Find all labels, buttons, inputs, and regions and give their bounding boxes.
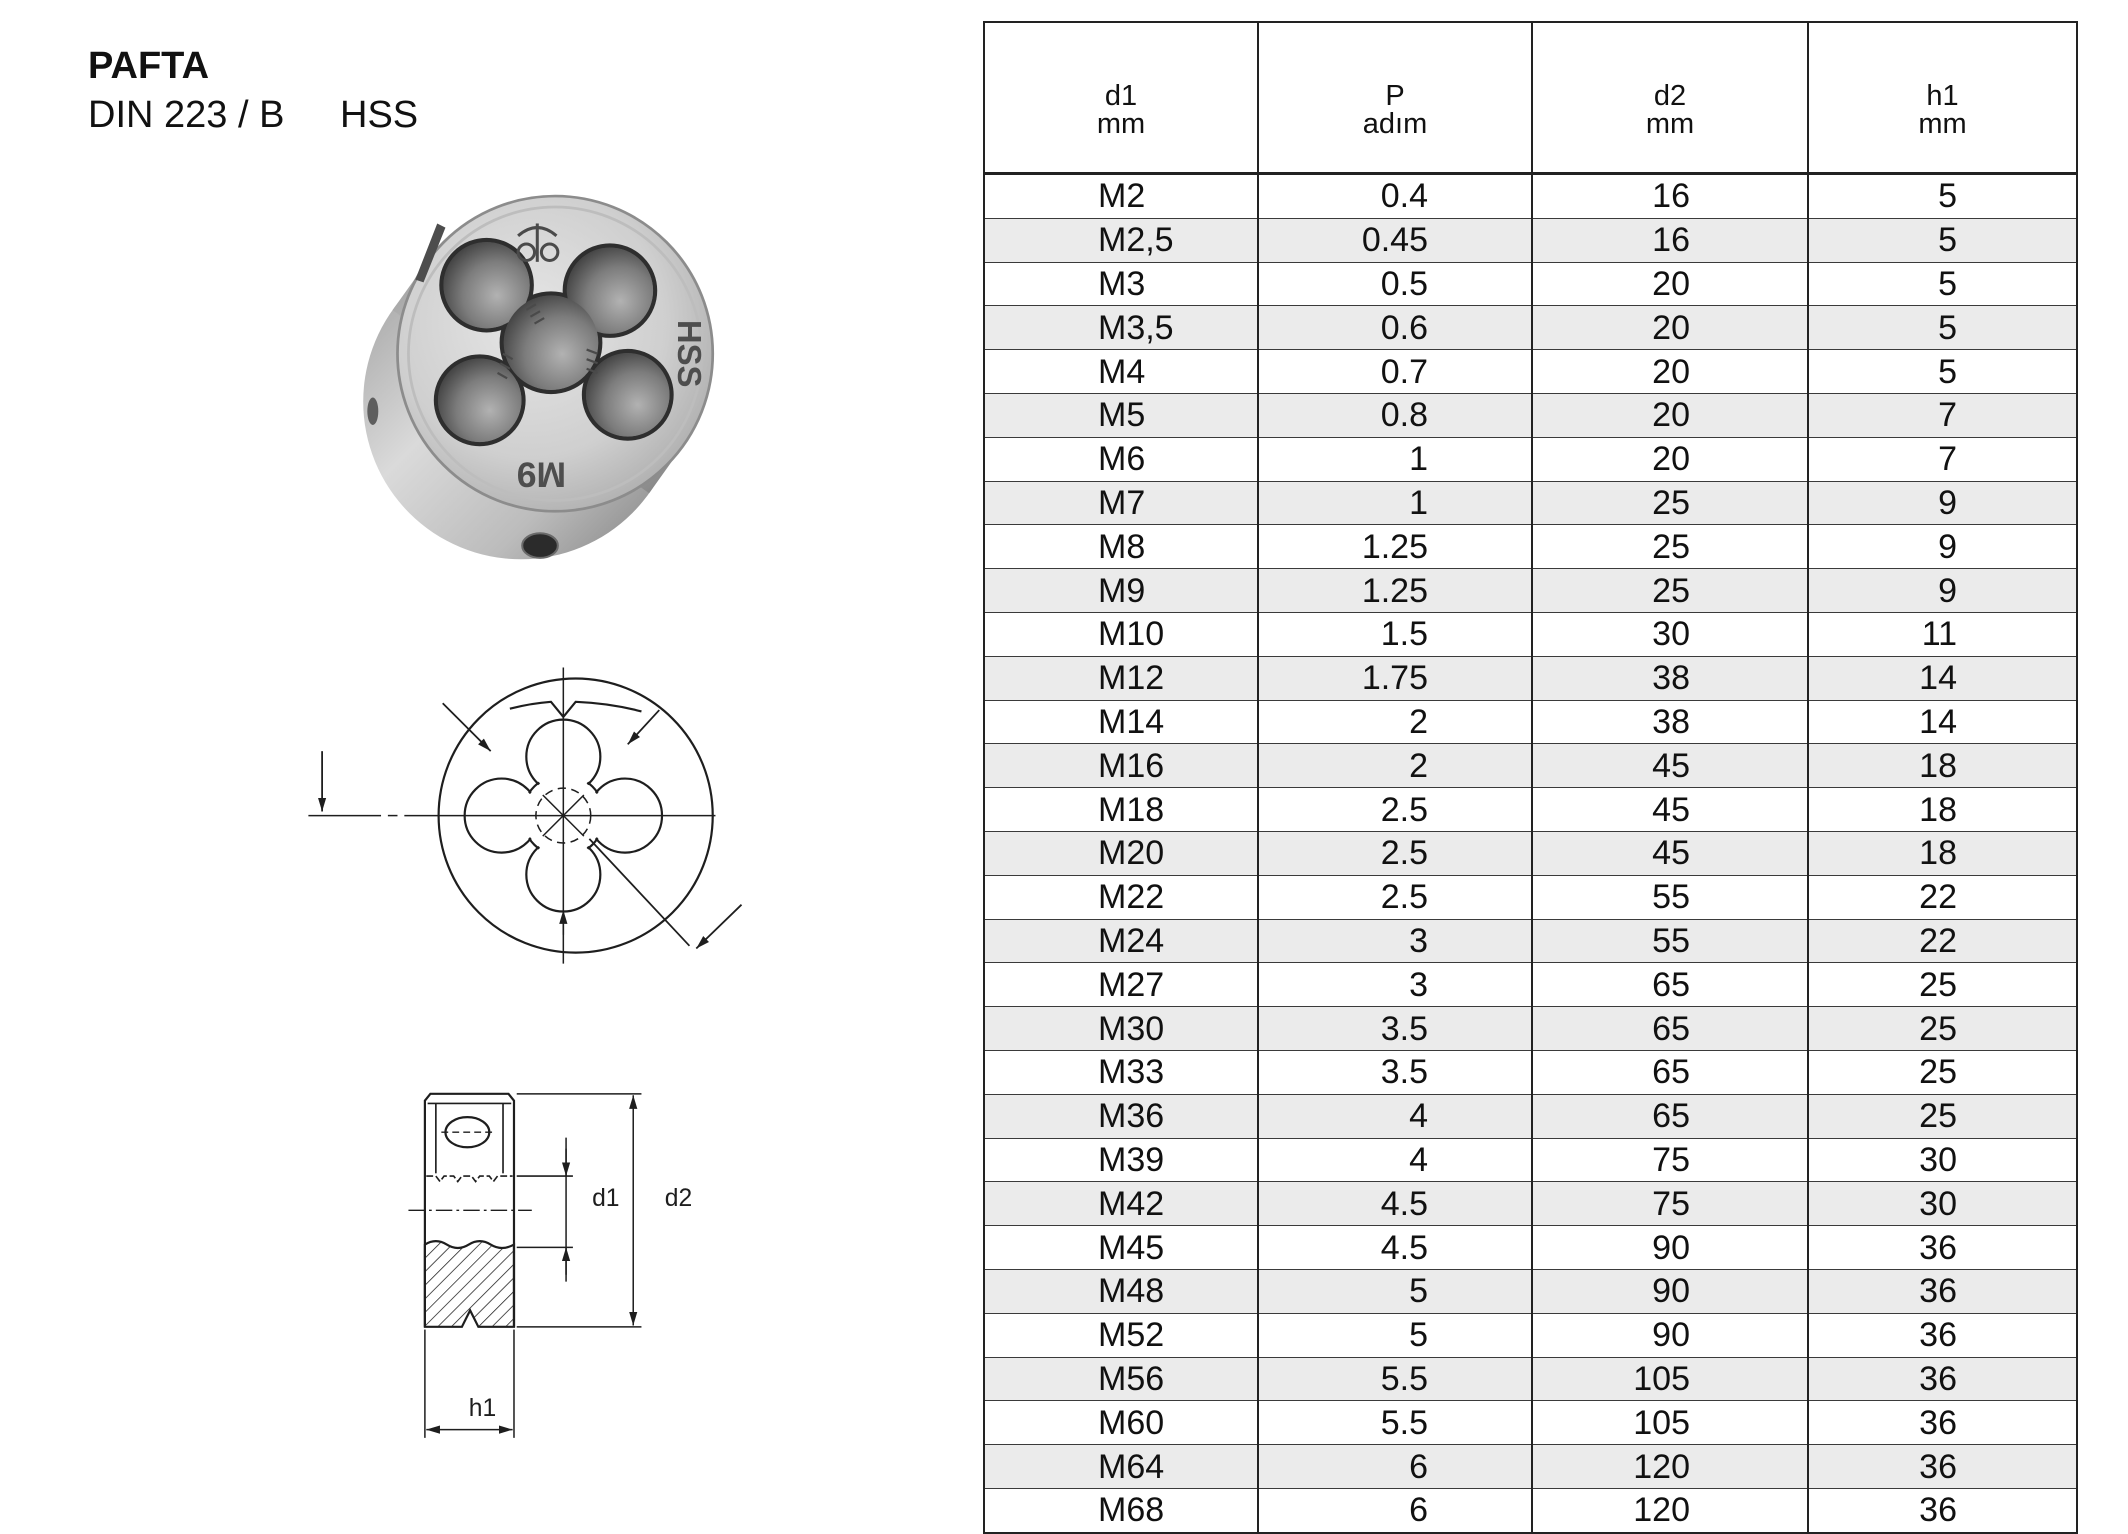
cell-d2: 30	[1532, 612, 1808, 656]
slot-notch	[510, 702, 642, 717]
table-row	[984, 700, 2077, 744]
cell-d1: M36	[984, 1094, 1258, 1138]
table-row	[984, 525, 2077, 569]
table-row	[984, 1357, 2077, 1401]
cell-p: 4.5	[1258, 1182, 1532, 1226]
cell-p: 1	[1258, 481, 1532, 525]
cell-h1: 30	[1808, 1138, 2077, 1182]
table-row	[984, 1313, 2077, 1357]
cell-d1: M9	[984, 569, 1258, 613]
table-row	[984, 1182, 2077, 1226]
table-row	[984, 1226, 2077, 1270]
stamp-material: HSS	[670, 319, 708, 388]
cell-d2: 90	[1532, 1313, 1808, 1357]
table-row	[984, 306, 2077, 350]
spec-table	[983, 21, 2078, 1534]
side-screw-hole	[367, 398, 378, 425]
cell-d2: 120	[1532, 1488, 1808, 1532]
cell-d2: 38	[1532, 656, 1808, 700]
spec-table-header	[984, 22, 2077, 174]
cell-p: 0.7	[1258, 350, 1532, 394]
table-row	[984, 656, 2077, 700]
thread-line	[426, 1176, 512, 1181]
cell-h1: 22	[1808, 919, 2077, 963]
cell-d1: M56	[984, 1357, 1258, 1401]
cell-p: 0.45	[1258, 218, 1532, 262]
cell-d1: M24	[984, 919, 1258, 963]
cell-d1: M30	[984, 1007, 1258, 1051]
column-unit: mm	[1096, 107, 1146, 140]
cell-p: 1	[1258, 437, 1532, 481]
cell-d1: M52	[984, 1313, 1258, 1357]
cell-d2: 20	[1532, 306, 1808, 350]
cell-h1: 36	[1808, 1269, 2077, 1313]
cell-p: 2	[1258, 700, 1532, 744]
cell-d1: M3,5	[984, 306, 1258, 350]
table-row	[984, 831, 2077, 875]
cell-d2: 75	[1532, 1138, 1808, 1182]
column-unit: adım	[1362, 107, 1428, 140]
table-row	[984, 788, 2077, 832]
cell-p: 0.5	[1258, 262, 1532, 306]
cell-d2: 65	[1532, 963, 1808, 1007]
cell-d2: 90	[1532, 1226, 1808, 1270]
dimension-arrow	[628, 710, 660, 744]
table-row	[984, 1488, 2077, 1532]
cell-p: 5	[1258, 1313, 1532, 1357]
cell-d2: 20	[1532, 350, 1808, 394]
die-photo	[363, 196, 713, 559]
cell-d2: 20	[1532, 437, 1808, 481]
header-row	[984, 22, 2077, 174]
column-header-d2	[1532, 22, 1808, 174]
cell-h1: 9	[1808, 481, 2077, 525]
cell-d1: M8	[984, 525, 1258, 569]
cell-d1: M3	[984, 262, 1258, 306]
cell-d2: 120	[1532, 1445, 1808, 1489]
cell-p: 6	[1258, 1488, 1532, 1532]
front-view-drawing	[308, 668, 741, 964]
cell-d1: M12	[984, 656, 1258, 700]
cell-h1: 7	[1808, 437, 2077, 481]
cell-d2: 105	[1532, 1401, 1808, 1445]
section-hatched-part	[425, 1241, 514, 1327]
cell-p: 5.5	[1258, 1357, 1532, 1401]
cell-d1: M6	[984, 437, 1258, 481]
cell-p: 4.5	[1258, 1226, 1532, 1270]
column-unit: mm	[1645, 107, 1695, 140]
cell-d1: M10	[984, 612, 1258, 656]
product-material: HSS	[340, 94, 419, 136]
cell-d1: M5	[984, 393, 1258, 437]
table-row	[984, 1094, 2077, 1138]
cell-p: 5.5	[1258, 1401, 1532, 1445]
cell-d2: 65	[1532, 1094, 1808, 1138]
cell-p: 1.75	[1258, 656, 1532, 700]
cell-p: 1.25	[1258, 569, 1532, 613]
cell-h1: 5	[1808, 218, 2077, 262]
cell-d2: 16	[1532, 174, 1808, 219]
dimension-arrow	[443, 703, 491, 751]
table-row	[984, 612, 2077, 656]
column-name: d1	[1104, 79, 1138, 112]
product-standard: DIN 223 / B	[88, 94, 285, 136]
cell-d2: 90	[1532, 1269, 1808, 1313]
cell-d2: 20	[1532, 262, 1808, 306]
cell-d2: 55	[1532, 875, 1808, 919]
table-row	[984, 1269, 2077, 1313]
table-row	[984, 744, 2077, 788]
column-header-pitch	[1258, 22, 1532, 174]
table-row	[984, 1007, 2077, 1051]
cell-p: 3.5	[1258, 1007, 1532, 1051]
label-h1: h1	[468, 1394, 497, 1422]
cell-h1: 36	[1808, 1313, 2077, 1357]
column-name: P	[1385, 79, 1405, 112]
cell-d1: M33	[984, 1050, 1258, 1094]
cell-d2: 25	[1532, 569, 1808, 613]
cell-h1: 25	[1808, 1007, 2077, 1051]
table-row	[984, 919, 2077, 963]
product-title: PAFTA	[88, 45, 210, 87]
cell-d1: M68	[984, 1488, 1258, 1532]
cell-h1: 5	[1808, 350, 2077, 394]
cell-h1: 18	[1808, 788, 2077, 832]
cell-d1: M60	[984, 1401, 1258, 1445]
cell-d2: 25	[1532, 481, 1808, 525]
cell-p: 0.4	[1258, 174, 1532, 219]
cell-d1: M45	[984, 1226, 1258, 1270]
table-row	[984, 963, 2077, 1007]
table-row	[984, 437, 2077, 481]
cell-h1: 25	[1808, 1050, 2077, 1094]
cell-h1: 36	[1808, 1226, 2077, 1270]
cell-h1: 36	[1808, 1401, 2077, 1445]
product-illustrations	[0, 0, 980, 1490]
cell-p: 3	[1258, 919, 1532, 963]
table-row	[984, 393, 2077, 437]
cell-h1: 30	[1808, 1182, 2077, 1226]
cell-d1: M39	[984, 1138, 1258, 1182]
cell-h1: 5	[1808, 306, 2077, 350]
side-view-drawing	[408, 1094, 641, 1438]
column-name: h1	[1926, 79, 1959, 112]
column-header-h1	[1808, 22, 2077, 174]
table-row	[984, 1050, 2077, 1094]
cell-p: 5	[1258, 1269, 1532, 1313]
cell-h1: 5	[1808, 174, 2077, 219]
cell-d1: M7	[984, 481, 1258, 525]
cell-p: 2.5	[1258, 788, 1532, 832]
column-name: d2	[1653, 79, 1687, 112]
side-screw-hole	[522, 533, 558, 558]
cell-p: 0.6	[1258, 306, 1532, 350]
cell-h1: 7	[1808, 393, 2077, 437]
table-row	[984, 174, 2077, 219]
cell-h1: 9	[1808, 525, 2077, 569]
cell-d2: 55	[1532, 919, 1808, 963]
cell-h1: 14	[1808, 656, 2077, 700]
table-row	[984, 1138, 2077, 1182]
cell-h1: 25	[1808, 963, 2077, 1007]
cell-d2: 105	[1532, 1357, 1808, 1401]
cell-d2: 45	[1532, 831, 1808, 875]
cell-p: 2.5	[1258, 831, 1532, 875]
cell-p: 0.8	[1258, 393, 1532, 437]
cell-d2: 25	[1532, 525, 1808, 569]
cell-d1: M14	[984, 700, 1258, 744]
column-unit: mm	[1918, 107, 1967, 140]
table-row	[984, 1445, 2077, 1489]
cell-h1: 36	[1808, 1357, 2077, 1401]
cell-d2: 65	[1532, 1050, 1808, 1094]
table-row	[984, 875, 2077, 919]
cell-d1: M64	[984, 1445, 1258, 1489]
cell-d1: M22	[984, 875, 1258, 919]
table-row	[984, 262, 2077, 306]
cell-d1: M2,5	[984, 218, 1258, 262]
cell-p: 3	[1258, 963, 1532, 1007]
cell-h1: 36	[1808, 1488, 2077, 1532]
table-row	[984, 350, 2077, 394]
cell-d2: 75	[1532, 1182, 1808, 1226]
table-row	[984, 481, 2077, 525]
cell-p: 4	[1258, 1094, 1532, 1138]
cell-d1: M18	[984, 788, 1258, 832]
cell-h1: 36	[1808, 1445, 2077, 1489]
label-d1: d1	[592, 1185, 620, 1213]
cell-d2: 16	[1532, 218, 1808, 262]
cell-p: 1.25	[1258, 525, 1532, 569]
cell-p: 2	[1258, 744, 1532, 788]
cell-d2: 38	[1532, 700, 1808, 744]
table-row	[984, 569, 2077, 613]
cell-d2: 45	[1532, 744, 1808, 788]
cell-h1: 22	[1808, 875, 2077, 919]
cell-d1: M42	[984, 1182, 1258, 1226]
cell-d1: M27	[984, 963, 1258, 1007]
cell-p: 3.5	[1258, 1050, 1532, 1094]
cell-d1: M4	[984, 350, 1258, 394]
label-d2: d2	[664, 1185, 693, 1213]
cell-h1: 5	[1808, 262, 2077, 306]
cell-h1: 14	[1808, 700, 2077, 744]
cell-h1: 9	[1808, 569, 2077, 613]
cell-d1: M2	[984, 174, 1258, 219]
cell-d1: M16	[984, 744, 1258, 788]
cell-d1: M48	[984, 1269, 1258, 1313]
spec-table-body	[984, 174, 2077, 1533]
cell-d2: 65	[1532, 1007, 1808, 1051]
cell-p: 1.5	[1258, 612, 1532, 656]
column-header-d1	[984, 22, 1258, 174]
cell-d2: 20	[1532, 393, 1808, 437]
table-row	[984, 218, 2077, 262]
cell-h1: 18	[1808, 744, 2077, 788]
cell-d2: 45	[1532, 788, 1808, 832]
dimension-arrow	[696, 905, 741, 949]
stamp-size: M9	[516, 454, 567, 495]
cell-h1: 11	[1808, 612, 2077, 656]
radial-line	[589, 839, 689, 946]
cell-p: 6	[1258, 1445, 1532, 1489]
cell-p: 2.5	[1258, 875, 1532, 919]
cell-d1: M20	[984, 831, 1258, 875]
table-row	[984, 1401, 2077, 1445]
cell-p: 4	[1258, 1138, 1532, 1182]
cell-h1: 18	[1808, 831, 2077, 875]
cell-h1: 25	[1808, 1094, 2077, 1138]
